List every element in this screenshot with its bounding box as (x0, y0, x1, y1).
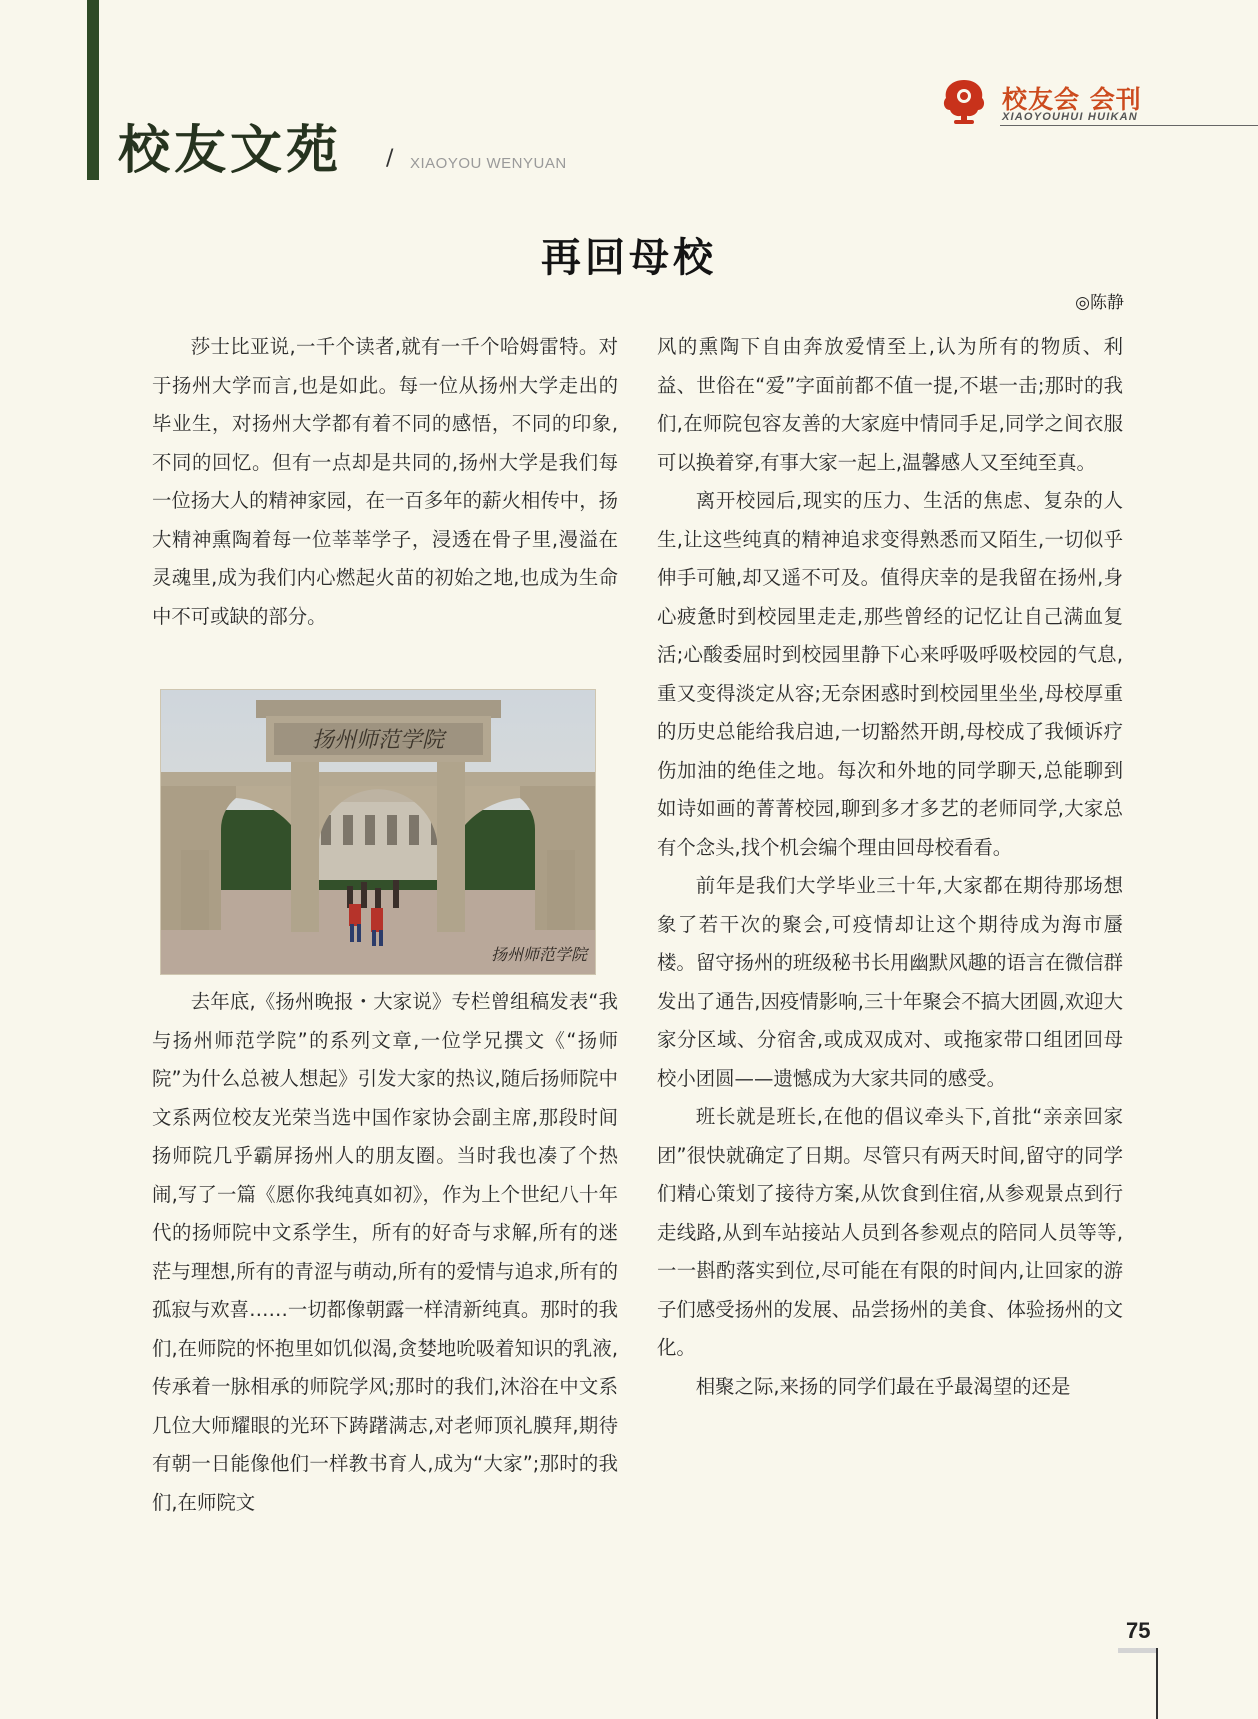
journal-logo-title: 校友会 会刊 (1002, 85, 1142, 114)
section-divider-slash: / (386, 146, 394, 171)
section-subtitle: XIAOYOU WENYUAN (410, 155, 567, 172)
article-title: 再回母校 (541, 234, 717, 281)
section-title: 校友文苑 (118, 121, 343, 181)
paragraph: 相聚之际,来扬的同学们最在乎最渴望的还是 (695, 1374, 1071, 1398)
photo-signature: 扬州师范学院 (491, 945, 588, 964)
paragraph: 前年是我们大学毕业三十年,大家都在期待那场想象了若干次的聚会,可疫情却让这个期待成为海市蜃楼。留守扬州的班级秘书长用幽默风趣的语言在微信群发出了通告,因疫情影响,三十年聚会不搞大团圆,欢迎大家分区域、分宿舍,或成双成对、或拖家带口组团回母校小团圆——遗憾成为大家共同的感受。 (657, 874, 1123, 1090)
gate-inscription: 扬州师范学院 (311, 728, 445, 753)
paragraph: 去年底,《扬州晚报・大家说》专栏曾组稿发表“我与扬州师范学院”的系列文章,一位学兄撰文《“扬师院”为什么总被人想起》引发大家的热议,随后扬师院中文系两位校友光荣当选中国作家协会副主席,那段时间扬师院几乎霸屏扬州人的朋友圈。当时我也凑了个热闹,写了一篇《愿你我纯真如初》，作为上个世纪八十年代的扬师院中文系学生，所有的好奇与求解,所有的迷茫与理想,所有的青涩与萌动,所有的爱情与追求,所有的孤寂与欢喜……一切都像朝露一样清新纯真。那时的我们,在师院的怀抱里如饥似渴,贪婪地吮吸着知识的乳液,传承着一脉相承的师院学风;那时的我们,沐浴在中文系几位大师耀眼的光环下踌躇满志,对老师顶礼膜拜,期待有朝一日能像他们一样教书育人,成为“大家”;那时的我们,在师院文 (152, 990, 618, 1514)
right-column (657, 328, 1123, 1406)
paragraph: 离开校园后,现实的压力、生活的焦虑、复杂的人生,让这些纯真的精神追求变得熟悉而又陌生,一切似乎伸手可触,却又遥不可及。值得庆幸的是我留在扬州,身心疲惫时到校园里走走,那些曾经的记忆让自己满血复活;心酸委屈时到校园里静下心来呼吸呼吸校园的气息,重又变得淡定从容;无奈困惑时到校园里坐坐,母校厚重的历史总能给我启迪,一切豁然开朗,母校成了我倾诉疗伤加油的绝佳之地。每次和外地的同学聊天,总能聊到如诗如画的菁菁校园,聊到多才多艺的老师同学,大家总有个念头,找个机会编个理由回母校看看。 (657, 489, 1123, 859)
header-rule (1000, 125, 1258, 126)
journal-logo-subtitle: XIAOYOUHUI HUIKAN (1002, 111, 1138, 123)
left-column-bottom (152, 983, 618, 1522)
campus-gate-photo (160, 689, 596, 975)
paragraph-continuation: 风的熏陶下自由奔放爱情至上,认为所有的物质、利益、世俗在“爱”字面前都不值一提,不堪一击;那时的我们,在师院包容友善的大家庭中情同手足,同学之间衣服可以换着穿,有事大家一起上,温馨感人又至纯至真。 (657, 335, 1123, 474)
page-edge-rule (1156, 1648, 1158, 1719)
left-column-top (152, 328, 618, 636)
page-number-rule (1118, 1648, 1158, 1653)
article-author: ◎陈静 (1075, 293, 1124, 313)
page-number: 75 (1126, 1618, 1151, 1643)
alumni-emblem-icon (938, 76, 990, 128)
section-accent-bar (87, 0, 99, 180)
paragraph: 班长就是班长,在他的倡议牵头下,首批“亲亲回家团”很快就确定了日期。尽管只有两天时间,留守的同学们精心策划了接待方案,从饮食到住宿,从参观景点到行走线路,从到车站接站人员到各参观点的陪同人员等等,一一斟酌落实到位,尽可能在有限的时间内,让回家的游子们感受扬州的发展、品尝扬州的美食、体验扬州的文化。 (657, 1105, 1123, 1359)
paragraph: 莎士比亚说,一千个读者,就有一千个哈姆雷特。对于扬州大学而言,也是如此。每一位从扬州大学走出的毕业生，对扬州大学都有着不同的感悟，不同的印象,不同的回忆。但有一点却是共同的,扬州大学是我们每一位扬大人的精神家园，在一百多年的薪火相传中，扬大精神熏陶着每一位莘莘学子，浸透在骨子里,漫溢在灵魂里,成为我们内心燃起火苗的初始之地,也成为生命中不可或缺的部分。 (152, 335, 618, 628)
